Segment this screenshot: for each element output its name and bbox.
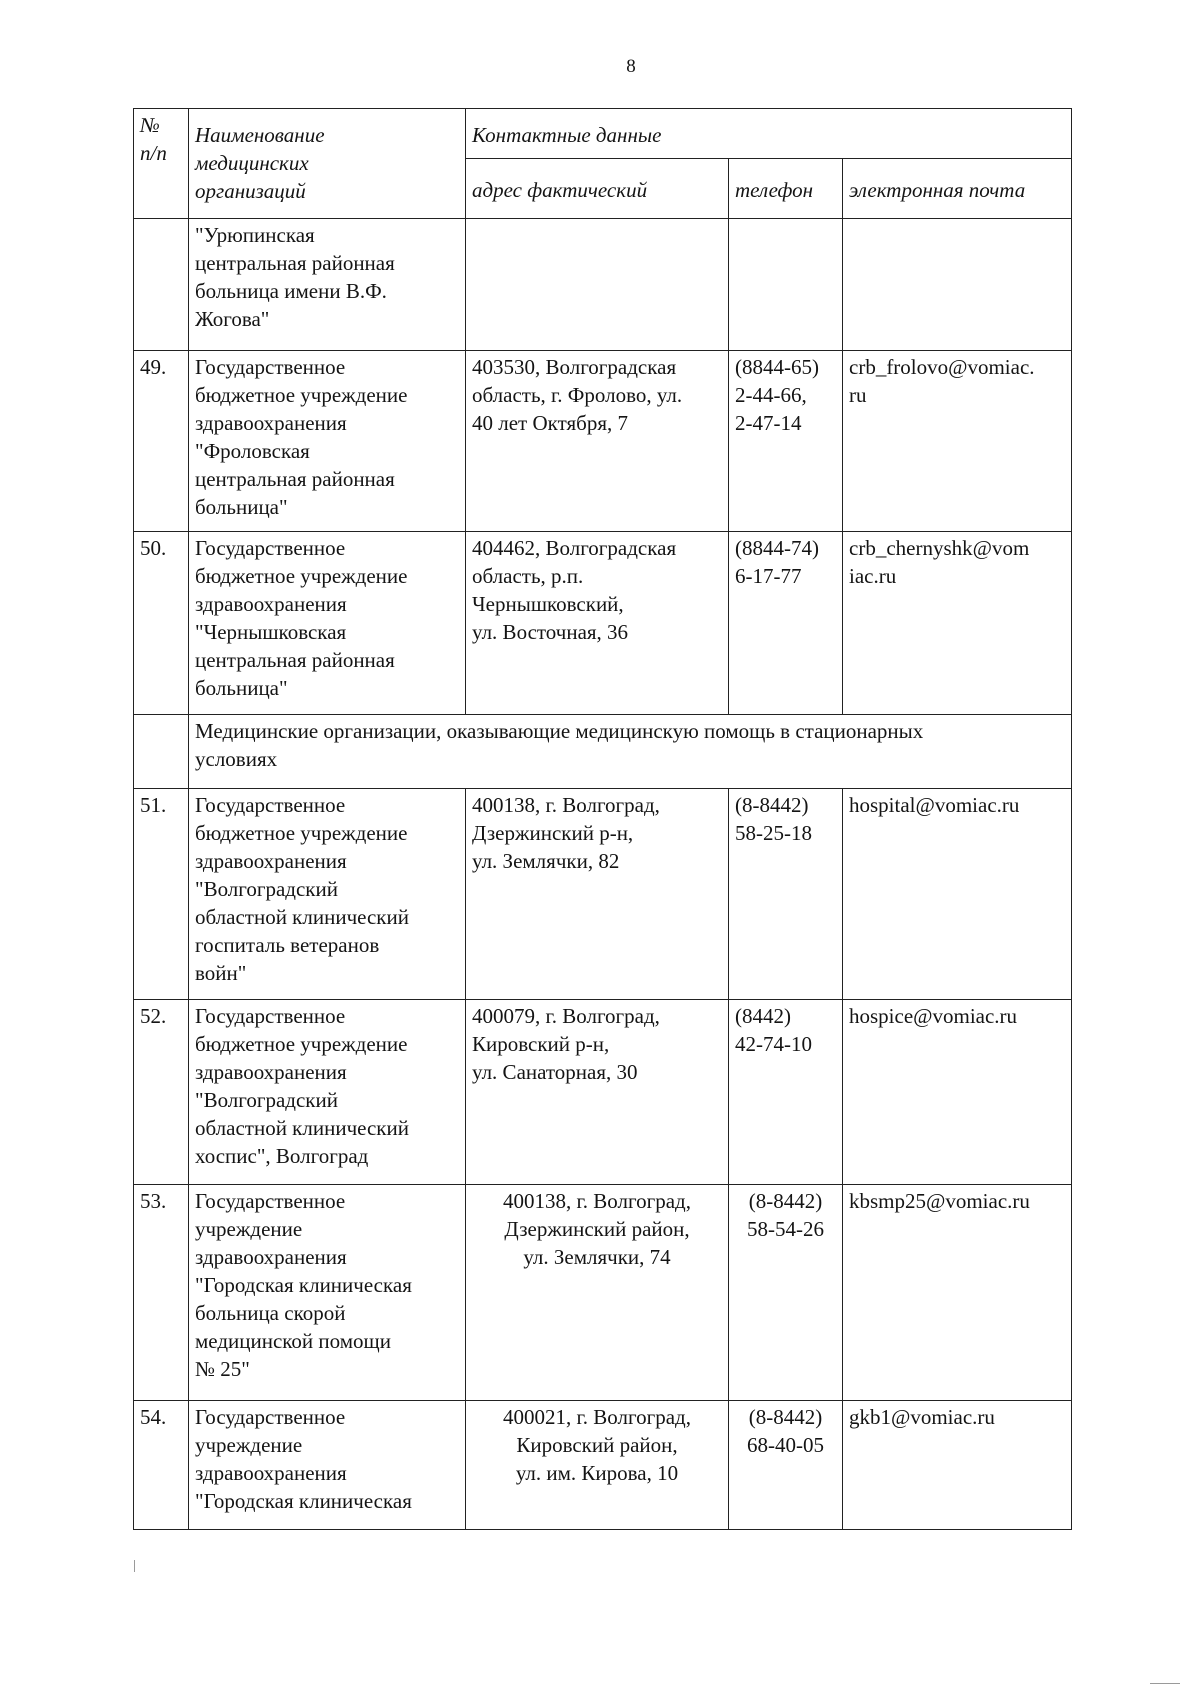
section-title: Медицинские организации, оказывающие медицинскую помощь в стационарных условиях xyxy=(189,715,1072,789)
table-row xyxy=(134,532,1072,715)
address-cell: 400079, г. Волгоград, Кировский р-н, ул. Санаторная, 30 xyxy=(466,1000,729,1185)
email-cell xyxy=(843,219,1072,351)
address-cell: 403530, Волгоградская область, г. Фролово, ул. 40 лет Октября, 7 xyxy=(466,351,729,532)
scan-artifact xyxy=(1150,1683,1180,1684)
medical-organizations-table xyxy=(133,108,1072,1530)
organization-name-cell: Государственное бюджетное учреждение здравоохранения "Чернышковская центральная районная больница" xyxy=(189,532,466,715)
email-cell[interactable]: crb_frolovo@vomiac. ru xyxy=(843,351,1072,532)
phone-cell: (8442) 42-74-10 xyxy=(729,1000,843,1185)
header-contacts: Контактные данные xyxy=(466,109,1072,159)
organization-name-cell: Государственное бюджетное учреждение здравоохранения "Волгоградский областной клинический хоспис", Волгоград xyxy=(189,1000,466,1185)
organization-name-cell: Государственное бюджетное учреждение здравоохранения "Фроловская центральная районная больница" xyxy=(189,351,466,532)
row-number-cell: 51. xyxy=(134,789,189,1000)
table-row xyxy=(134,1000,1072,1185)
email-cell[interactable]: kbsmp25@vomiac.ru xyxy=(843,1185,1072,1401)
table-row xyxy=(134,789,1072,1000)
address-cell: 400021, г. Волгоград, Кировский район, ул. им. Кирова, 10 xyxy=(466,1401,729,1530)
row-number-cell: 52. xyxy=(134,1000,189,1185)
email-cell[interactable]: crb_chernyshk@vom iac.ru xyxy=(843,532,1072,715)
row-number-cell: 49. xyxy=(134,351,189,532)
row-number-cell: 54. xyxy=(134,1401,189,1530)
phone-cell: (8-8442) 68-40-05 xyxy=(729,1401,843,1530)
organization-name-cell: Государственное учреждение здравоохранения "Городская клиническая больница скорой медицинской помощи № 25" xyxy=(189,1185,466,1401)
table-row xyxy=(134,1401,1072,1530)
header-organization-name: Наименование медицинских организаций xyxy=(189,109,466,219)
address-cell xyxy=(466,219,729,351)
organization-name-cell: Государственное учреждение здравоохранения "Городская клиническая xyxy=(189,1401,466,1530)
page-number: 8 xyxy=(626,56,636,77)
header-number: № п/п xyxy=(134,109,189,219)
table-row xyxy=(134,1185,1072,1401)
row-number-cell: 50. xyxy=(134,532,189,715)
table-row xyxy=(134,351,1072,532)
table-row-continued xyxy=(134,219,1072,351)
section-row xyxy=(134,715,1072,789)
phone-cell: (8844-65) 2-44-66, 2-47-14 xyxy=(729,351,843,532)
row-number-cell: 53. xyxy=(134,1185,189,1401)
phone-cell: (8-8442) 58-25-18 xyxy=(729,789,843,1000)
header-email: электронная почта xyxy=(843,159,1072,219)
organization-name-cell: "Урюпинская центральная районная больница имени В.Ф. Жогова" xyxy=(189,219,466,351)
email-cell[interactable]: hospice@vomiac.ru xyxy=(843,1000,1072,1185)
row-number-cell xyxy=(134,219,189,351)
email-cell[interactable]: hospital@vomiac.ru xyxy=(843,789,1072,1000)
address-cell: 400138, г. Волгоград, Дзержинский район, ул. Землячки, 74 xyxy=(466,1185,729,1401)
header-address: адрес фактический xyxy=(466,159,729,219)
phone-cell xyxy=(729,219,843,351)
header-phone: телефон xyxy=(729,159,843,219)
address-cell: 404462, Волгоградская область, р.п. Чернышковский, ул. Восточная, 36 xyxy=(466,532,729,715)
email-cell[interactable]: gkb1@vomiac.ru xyxy=(843,1401,1072,1530)
section-number-cell xyxy=(134,715,189,789)
phone-cell: (8844-74) 6-17-77 xyxy=(729,532,843,715)
phone-cell: (8-8442) 58-54-26 xyxy=(729,1185,843,1401)
scan-artifact xyxy=(134,1560,135,1572)
address-cell: 400138, г. Волгоград, Дзержинский р-н, ул. Землячки, 82 xyxy=(466,789,729,1000)
organization-name-cell: Государственное бюджетное учреждение здравоохранения "Волгоградский областной клинический госпиталь ветеранов войн" xyxy=(189,789,466,1000)
